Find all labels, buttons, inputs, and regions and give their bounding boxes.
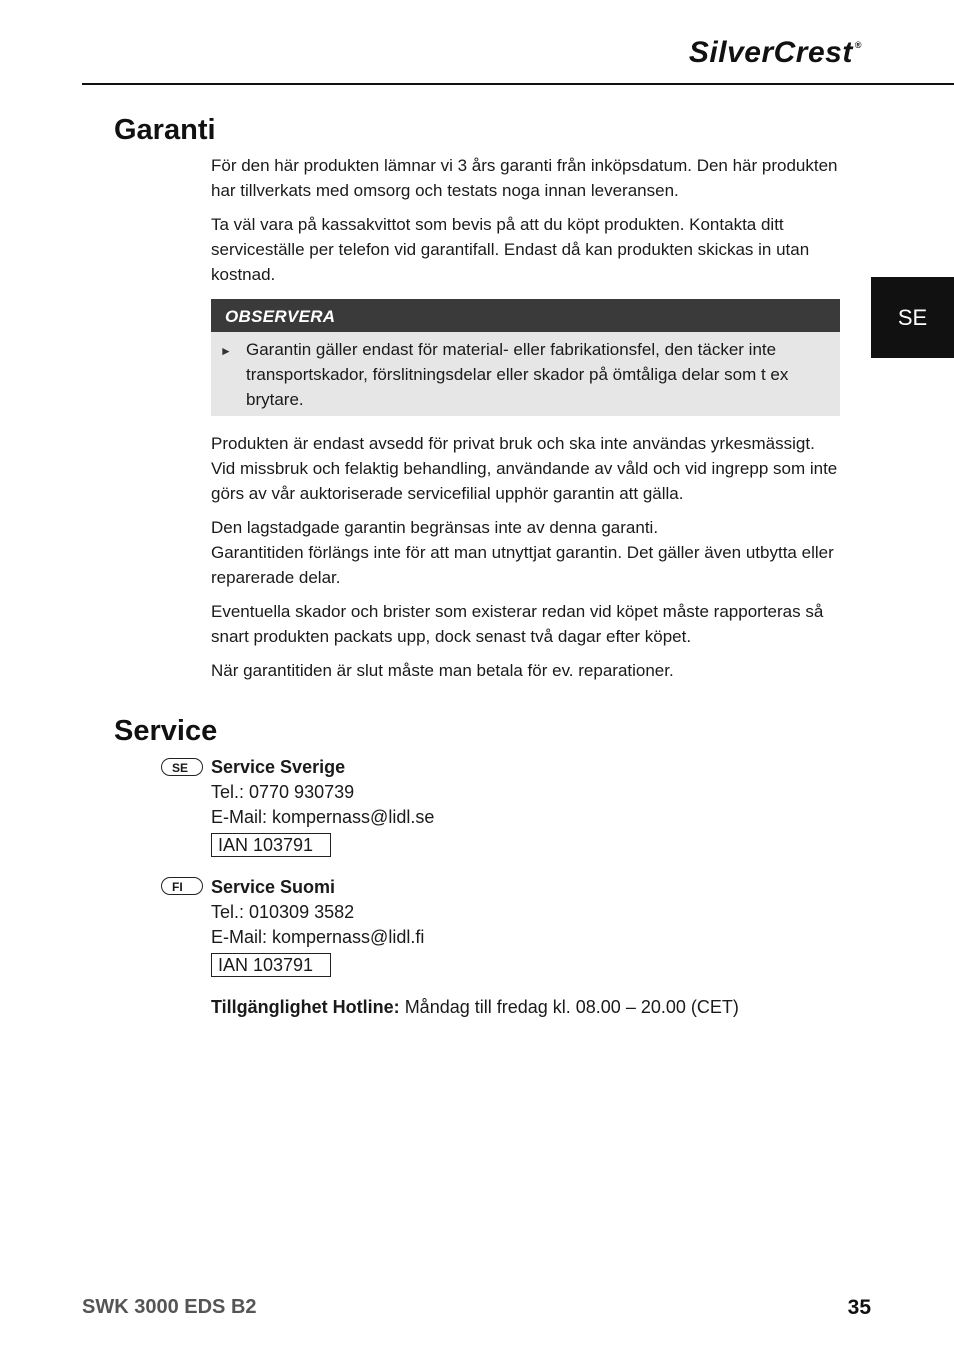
country-badge-se: SE [161,758,203,776]
service-center-name: Service Sverige [211,757,346,777]
garanti-paragraph-4b: Garantitiden förlängs inte för att man utnyttjat garantin. Det gäller även utbytta eller reparerade delar. [211,543,834,587]
service-center-phone: Tel.: 0770 930739 [211,782,355,802]
ian-box: IAN 103791 [211,833,331,857]
page-number: 35 [847,1296,871,1319]
service-center-email: E-Mail: kompernass@lidl.fi [211,927,425,947]
hotline-info [211,995,739,1020]
hotline-hours: Måndag till fredag kl. 08.00 – 20.00 (CET) [404,997,739,1017]
garanti-paragraph-2: Ta väl vara på kassakvittot som bevis på att du köpt produkten. Kontakta ditt serviceställe per telefon vid garantifall. Endast då kan produkten skickas in utan kostnad. [211,215,810,284]
brand-logo [689,36,862,70]
triangle-right-icon: ► [220,344,232,358]
garanti-paragraph-6: När garantitiden är slut måste man betala för ev. reparationer. [211,661,674,680]
garanti-terms [211,431,841,692]
note-title: OBSERVERA [211,299,840,332]
ian-box: IAN 103791 [211,953,331,977]
garanti-paragraph-3: Produkten är endast avsedd för privat bruk och ska inte användas yrkesmässigt. Vid missbruk och felaktig behandling, användande av våld och vid ingrepp som inte görs av vår auktoriserade servicefilial upphör garantin att gälla. [211,434,838,503]
header-rule [82,83,954,85]
brand-logo-text: SilverCrest [688,36,853,69]
garanti-paragraph-5: Eventuella skador och brister som existerar redan vid köpet måste rapporteras så snart produkten packats upp, dock senast två dagar efter köpet. [211,602,824,646]
footer-model: SWK 3000 EDS B2 [82,1296,257,1318]
hotline-label: Tillgänglighet Hotline: [211,997,400,1017]
service-center-phone: Tel.: 010309 3582 [211,902,355,922]
service-heading: Service [114,715,218,747]
garanti-paragraph-1: För den här produkten lämnar vi 3 års garanti från inköpsdatum. Den här produkten har tillverkats med omsorg och testats noga innan leveransen. [211,156,838,200]
garanti-paragraph-4a: Den lagstadgade garantin begränsas inte av denna garanti. [211,518,659,537]
service-center-email: E-Mail: kompernass@lidl.se [211,807,435,827]
service-center-se [211,755,434,858]
garanti-intro [211,153,841,296]
observera-note [211,299,840,416]
service-center-name: Service Suomi [211,877,336,897]
service-center-fi [211,875,424,978]
note-body [211,332,840,412]
country-badge-fi: FI [161,877,203,895]
note-text: Garantin gäller endast för material- eller fabrikationsfel, den täcker inte transportskador, förslitningsdelar eller skador på ömtåliga delar som t ex brytare. [246,340,789,409]
language-tab: SE [871,277,954,358]
registered-mark: ® [854,40,862,50]
garanti-heading: Garanti [114,114,216,146]
